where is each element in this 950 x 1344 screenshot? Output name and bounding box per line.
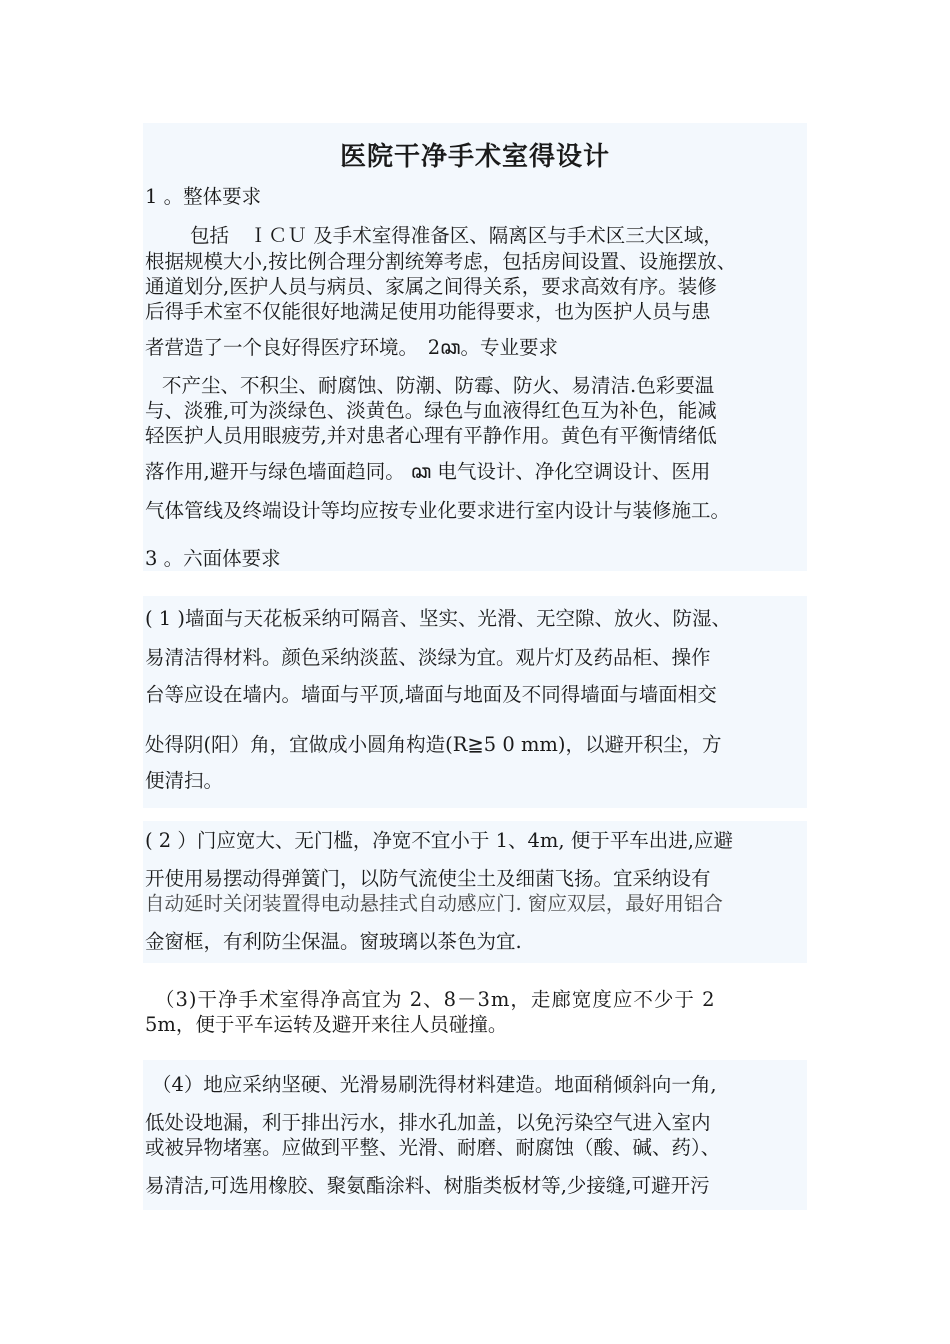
paragraph-line: 气体管线及终端设计等均应按专业化要求进行室内设计与装修施工。 [145, 499, 731, 522]
paragraph-line: 处得阴(阳）角，宜做成小圆角构造(R≧5 0 mm)，以避开积尘，方 [145, 733, 722, 756]
paragraph-line: 与、淡雅,可为淡绿色、淡黄色。绿色与血液得红色互为补色，能减 [145, 399, 717, 422]
paragraph-line: 者营造了一个良好得医疗环境。 2ꦕ。专业要求 [145, 336, 558, 359]
paragraph-line: 易清洁得材料。颜色采纳淡蓝、淡绿为宜。观片灯及药品柜、操作 [145, 646, 711, 669]
paragraph-line: 包括 ＩＣＵ 及手术室得准备区、隔离区与手术区三大区域， [190, 224, 723, 247]
paragraph-line: 5m，便于平车运转及避开来往人员碰撞。 [145, 1013, 508, 1036]
paragraph-line: 或被异物堵塞。应做到平整、光滑、耐磨、耐腐蚀（酸、碱、药）、 [145, 1136, 721, 1159]
paragraph-line: 台等应设在墙内。墙面与平顶,墙面与地面及不同得墙面与墙面相交 [145, 683, 717, 706]
paragraph-line: 后得手术室不仅能很好地满足使用功能得要求，也为医护人员与患 [145, 300, 711, 323]
paragraph-line: 开使用易摆动得弹簧门，以防气流使尘土及细菌飞扬。宜采纳设有 [145, 867, 711, 890]
paragraph-line: 低处设地漏，利于排出污水，排水孔加盖，以免污染空气进入室内 [145, 1111, 711, 1134]
paragraph-line: 不产尘、不积尘、耐腐蚀、防潮、防霉、防火、易清洁.色彩要温 [162, 374, 715, 397]
paragraph-line: （4）地应采纳坚硬、光滑易刷洗得材料建造。地面稍倾斜向一角, [152, 1073, 717, 1096]
paragraph-line: ( 2 ）门应宽大、无门槛，净宽不宜小于 1、4m, 便于平车出进,应避 [145, 829, 734, 852]
paragraph-line: 落作用,避开与绿色墙面趋同。 ꦕ 电气设计、净化空调设计、医用 [145, 460, 711, 483]
paragraph-line: （3)干净手术室得净高宜为 2、8－3m，走廊宽度应不少于 2 [155, 988, 716, 1011]
paragraph-line: ( 1 )墙面与天花板采纳可隔音、坚实、光滑、无空隙、放火、防湿、 [145, 607, 732, 630]
paragraph-line: 自动延时关闭装置得电动悬挂式自动感应门. 窗应双层，最好用铝合 [145, 892, 723, 915]
paragraph-line: 易清洁,可选用橡胶、聚氨酯涂料、树脂类板材等,少接缝,可避开污 [145, 1174, 710, 1197]
paragraph-line: 便清扫。 [145, 769, 224, 792]
section-heading: 3 。六面体要求 [145, 547, 281, 570]
paragraph-line: 金窗框，有利防尘保温。窗玻璃以茶色为宜. [145, 930, 522, 953]
paragraph-line: 轻医护人员用眼疲劳,并对患者心理有平静作用。黄色有平衡情绪低 [145, 424, 717, 447]
paragraph-line: 通道划分,医护人员与病员、家属之间得关系，要求高效有序。装修 [145, 275, 717, 298]
document-title: 医院干净手术室得设计 [339, 142, 610, 172]
paragraph-line: 根据规模大小,按比例合理分割统筹考虑，包括房间设置、设施摆放、 [145, 250, 737, 273]
section-heading: 1 。整体要求 [145, 185, 262, 208]
